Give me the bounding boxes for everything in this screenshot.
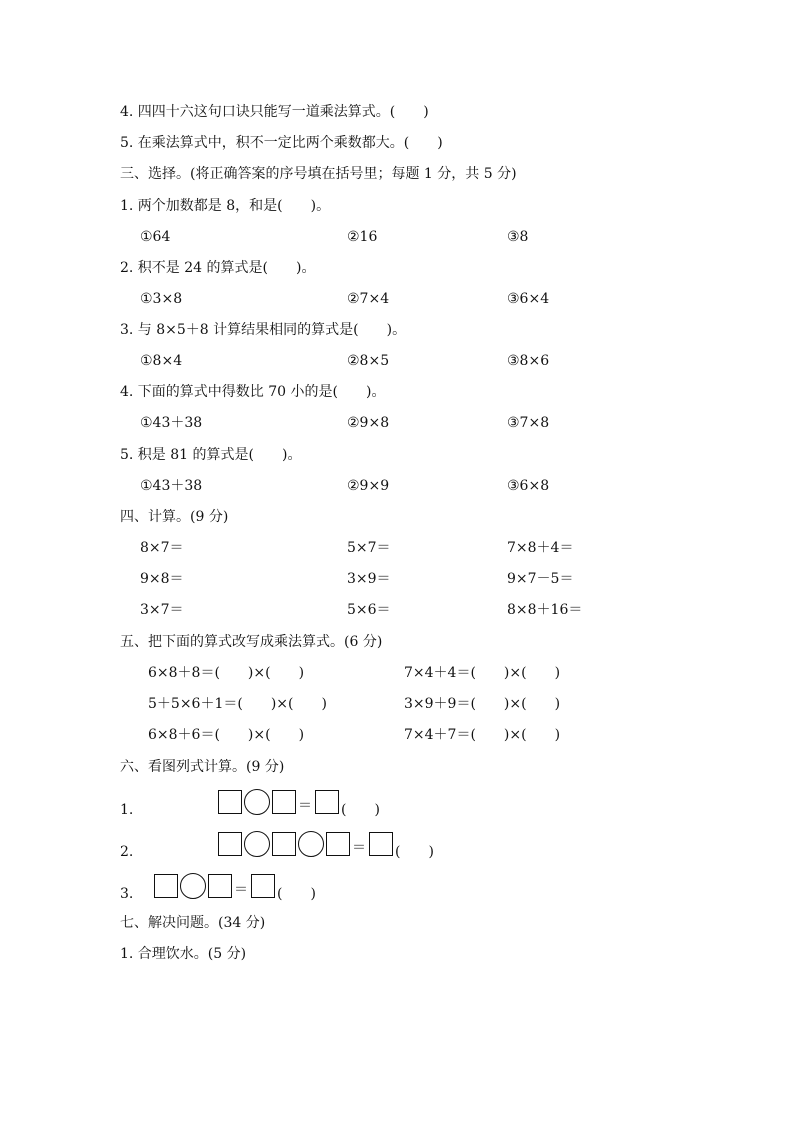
operator-circle <box>244 831 270 857</box>
unit-paren: ( ) <box>277 886 316 902</box>
answer-box <box>272 790 296 814</box>
rewrite-item: 3×9＋9＝( )×( ) <box>404 696 561 712</box>
option: ②7×4 <box>347 291 390 307</box>
option: ③6×8 <box>507 478 550 494</box>
answer-box <box>208 874 232 898</box>
section-heading: 五、把下面的算式改写成乘法算式。(6 分) <box>120 634 383 650</box>
equals-sign: ＝ <box>234 882 248 898</box>
rewrite-item: 7×4＋7＝( )×( ) <box>404 727 561 743</box>
option: ②8×5 <box>347 353 390 369</box>
equals-sign: ＝ <box>298 798 312 814</box>
rewrite-item: 7×4＋4＝( )×( ) <box>404 665 561 681</box>
operator-circle <box>180 873 206 899</box>
question-line: 1. 合理饮水。(5 分) <box>120 946 247 962</box>
answer-box <box>326 832 350 856</box>
answer-box <box>315 790 339 814</box>
operator-circle <box>298 831 324 857</box>
option: ①43＋38 <box>140 415 203 431</box>
calc-item: 7×8＋4＝ <box>507 540 574 556</box>
option: ③6×4 <box>507 291 550 307</box>
option: ①64 <box>140 229 171 245</box>
item-number: 3. <box>120 886 134 902</box>
equals-sign: ＝ <box>352 840 366 856</box>
calc-item: 3×7＝ <box>140 602 184 618</box>
rewrite-item: 6×8＋8＝( )×( ) <box>148 665 305 681</box>
question-line: 3. 与 8×5＋8 计算结果相同的算式是( )。 <box>120 322 407 338</box>
question-line: 5. 积是 81 的算式是( )。 <box>120 447 302 463</box>
answer-box <box>272 832 296 856</box>
calc-item: 9×7－5＝ <box>507 571 574 587</box>
question-line: 2. 积不是 24 的算式是( )。 <box>120 260 316 276</box>
answer-box <box>218 832 242 856</box>
answer-box <box>218 790 242 814</box>
answer-box <box>251 874 275 898</box>
calc-item: 5×6＝ <box>347 602 391 618</box>
operator-circle <box>244 789 270 815</box>
answer-box <box>369 832 393 856</box>
calc-item: 8×7＝ <box>140 540 184 556</box>
option: ③7×8 <box>507 415 550 431</box>
question-line: 5. 在乘法算式中，积不一定比两个乘数都大。( ) <box>120 135 443 151</box>
unit-paren: ( ) <box>395 844 434 860</box>
item-number: 1. <box>120 802 134 818</box>
unit-paren: ( ) <box>341 802 380 818</box>
option: ①43＋38 <box>140 478 203 494</box>
option: ③8×6 <box>507 353 550 369</box>
section-heading: 六、看图列式计算。(9 分) <box>120 759 285 775</box>
rewrite-item: 5＋5×6＋1＝( )×( ) <box>148 696 327 712</box>
option: ①3×8 <box>140 291 183 307</box>
question-line: 4. 下面的算式中得数比 70 小的是( )。 <box>120 384 386 400</box>
rewrite-item: 6×8＋6＝( )×( ) <box>148 727 305 743</box>
section-heading: 七、解决问题。(34 分) <box>120 915 266 931</box>
option: ①8×4 <box>140 353 183 369</box>
question-line: 4. 四四十六这句口诀只能写一道乘法算式。( ) <box>120 104 429 120</box>
section-heading: 四、计算。(9 分) <box>120 509 229 525</box>
section-heading: 三、选择。(将正确答案的序号填在括号里；每题 1 分，共 5 分) <box>120 166 517 182</box>
calc-item: 9×8＝ <box>140 571 184 587</box>
option: ②9×8 <box>347 415 390 431</box>
answer-box <box>154 874 178 898</box>
question-line: 1. 两个加数都是 8，和是( )。 <box>120 198 331 214</box>
item-number: 2. <box>120 844 134 860</box>
option: ②9×9 <box>347 478 390 494</box>
calc-item: 8×8＋16＝ <box>507 602 583 618</box>
calc-item: 3×9＝ <box>347 571 391 587</box>
calc-item: 5×7＝ <box>347 540 391 556</box>
option: ③8 <box>507 229 529 245</box>
option: ②16 <box>347 229 378 245</box>
